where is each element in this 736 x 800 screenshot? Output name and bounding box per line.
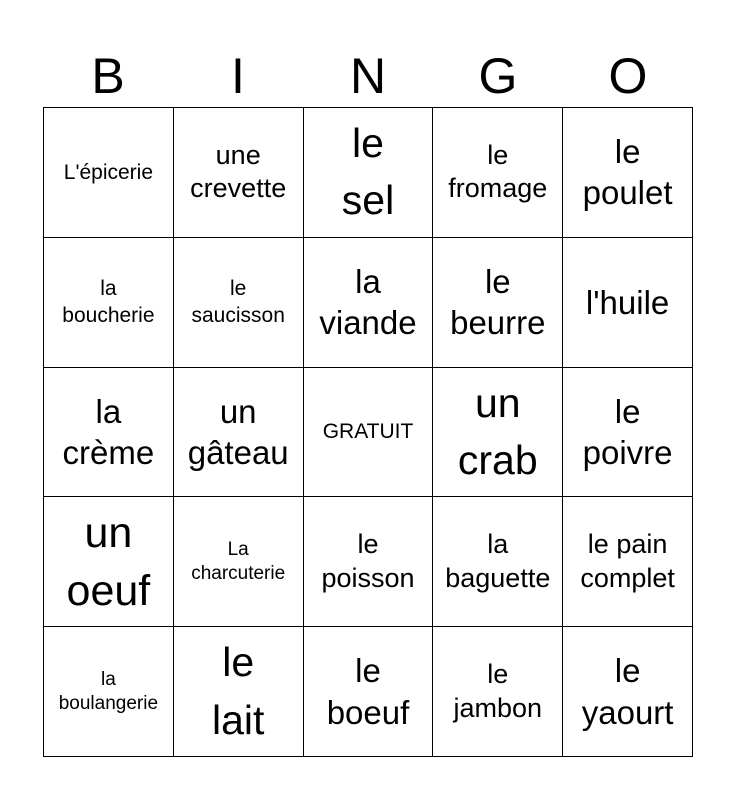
cell-label: un crab	[457, 379, 538, 483]
cell-label: la viande	[319, 262, 417, 342]
bingo-cell-r3c2[interactable]	[174, 368, 304, 498]
bingo-cell-r5c5[interactable]	[563, 627, 693, 757]
bingo-cell-r1c4[interactable]	[433, 108, 563, 238]
bingo-cell-r3c1[interactable]	[44, 368, 174, 498]
cell-label: le pain complet	[580, 529, 675, 593]
bingo-cell-r5c2[interactable]	[174, 627, 304, 757]
cell-label: le poisson	[321, 529, 415, 593]
cell-label: le boeuf	[326, 652, 410, 731]
cell-label: la boulangerie	[58, 668, 159, 714]
bingo-cell-free-space[interactable]	[304, 368, 434, 498]
header-letter-b: B	[91, 48, 125, 104]
cell-label: La charcuterie	[191, 539, 286, 584]
bingo-header	[43, 44, 693, 108]
bingo-cell-r2c3[interactable]	[304, 238, 434, 368]
cell-label: le poulet	[582, 133, 673, 212]
cell-label: le sel	[341, 120, 395, 224]
cell-label: un oeuf	[66, 508, 151, 615]
bingo-cell-r1c3[interactable]	[304, 108, 434, 238]
bingo-cell-r1c1[interactable]	[44, 108, 174, 238]
cell-label: le jambon	[453, 658, 543, 723]
cell-label: la crème	[62, 392, 155, 471]
bingo-cell-r1c2[interactable]	[174, 108, 304, 238]
free-space-label: GRATUIT	[322, 420, 414, 444]
cell-label: une crevette	[190, 139, 287, 204]
bingo-cell-r4c5[interactable]	[563, 497, 693, 627]
bingo-card-grid	[43, 107, 693, 757]
header-letter-n: N	[349, 48, 387, 104]
bingo-cell-r5c3[interactable]	[304, 627, 434, 757]
bingo-cell-r5c1[interactable]	[44, 627, 174, 757]
cell-label: le poivre	[582, 392, 673, 471]
bingo-cell-r4c2[interactable]	[174, 497, 304, 627]
bingo-cell-r5c4[interactable]	[433, 627, 563, 757]
bingo-cell-r1c5[interactable]	[563, 108, 693, 238]
bingo-cell-r4c1[interactable]	[44, 497, 174, 627]
cell-label: le lait	[211, 639, 265, 743]
bingo-cell-r2c1[interactable]	[44, 238, 174, 368]
cell-label: le yaourt	[581, 652, 674, 731]
cell-label: la boucherie	[62, 276, 155, 328]
header-letter-i: I	[231, 48, 245, 104]
bingo-cell-r4c4[interactable]	[433, 497, 563, 627]
bingo-cell-r2c5[interactable]	[563, 238, 693, 368]
bingo-cell-r3c4[interactable]	[433, 368, 563, 498]
cell-label: l'huile	[585, 283, 670, 321]
cell-label: la baguette	[445, 529, 551, 593]
cell-label: le beurre	[450, 262, 546, 342]
cell-label: L'épicerie	[63, 160, 154, 184]
cell-label: un gâteau	[187, 392, 289, 471]
header-letter-g: G	[478, 48, 518, 104]
bingo-cell-r3c5[interactable]	[563, 368, 693, 498]
bingo-cell-r2c2[interactable]	[174, 238, 304, 368]
bingo-cell-r2c4[interactable]	[433, 238, 563, 368]
cell-label: le saucisson	[191, 276, 285, 328]
cell-label: le fromage	[448, 139, 548, 204]
bingo-cell-r4c3[interactable]	[304, 497, 434, 627]
header-letter-o: O	[608, 48, 648, 104]
